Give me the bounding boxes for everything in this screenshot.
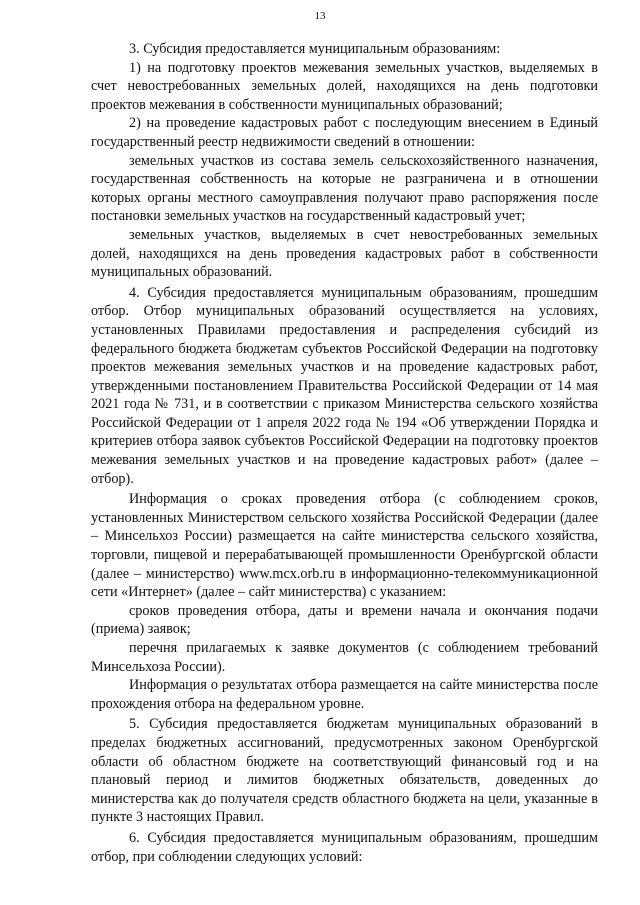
paragraph-4-info-item-2: перечня прилагаемых к заявке документов (с соблюдением требований Минсельхоза России). — [91, 640, 598, 675]
paragraph-4-selection-info: Информация о сроках проведения отбора (с соблюдением сроков, установленных Министерством сельского хозяйства Российской Федерации (далее – Минсельхоз России) размещается на сайте министерства сельского хозяйства, торговли, пищевой и перерабатывающей промышленности Оренбургской области (далее – министерство) www.mcx.orb.ru в информационно-телекоммуникационной сети «Интернет» (далее – сайт министерства) с указанием: — [91, 491, 598, 601]
paragraph-3-item-1: 1) на подготовку проектов межевания земельных участков, выделяемых в счет невостребованных земельных долей, находящихся на день подготовки проектов межевания в собственности муниципальных образований; — [91, 59, 598, 113]
paragraph-3-item-2-sub-2: земельных участков, выделяемых в счет невостребованных земельных долей, находящихся на день проведения кадастровых работ в собственности муниципальных образований. — [91, 226, 598, 281]
paragraph-3-item-2: 2) на проведение кадастровых работ с последующим внесением в Единый государственный реестр недвижимости сведений в отношении: — [91, 115, 598, 150]
paragraph-3: 3. Субсидия предоставляется муниципальным образованиям: — [129, 41, 501, 57]
document-body — [91, 40, 598, 866]
paragraph-4-info-item-1: сроков проведения отбора, даты и времени начала и окончания подачи (приема) заявок; — [91, 602, 598, 638]
paragraph-4-results-info: Информация о результатах отбора размещается на сайте министерства после прохождения отбора на федеральном уровне. — [91, 677, 598, 712]
paragraph-6: 6. Субсидия предоставляется муниципальным образованиям, прошедшим отбор, при соблюдении следующих условий: — [91, 829, 598, 865]
paragraph-3-item-2-sub-1: земельных участков из состава земель сельскохозяйственного назначения, государственная собственность на которые не разграничена и в отношении которых органы местного самоуправления получают право распоряжения после постановки земельных участков на государственный кадастровый учет; — [91, 152, 598, 225]
paragraph-5: 5. Субсидия предоставляется бюджетам муниципальных образований в пределах бюджетных ассигнований, предусмотренных законом Оренбургской области об областном бюджете на соответствующий финансовый год и на плановый период и лимитов бюджетных обязательств, доведенных до министерства как до получателя средств областного бюджета на цели, указанные в пункте 3 настоящих Правил. — [91, 716, 598, 826]
paragraph-4: 4. Субсидия предоставляется муниципальным образованиям, прошедшим отбор. Отбор муниципальных образований осуществляется на условиях, установленных Правилами предоставления и распределения субсидий из федерального бюджета бюджетам субъектов Российской Федерации на подготовку проектов межевания земельных участков и на проведение кадастровых работ, утвержденными постановлением Правительства Российской Федерации от 14 мая 2021 года № 731, и в соответствии с приказом Министерства сельского хозяйства Российской Федерации от 1 апреля 2022 года № 194 «Об утверждении Порядка и критериев отбора заявок субъектов Российской Федерации на подготовку проектов межевания земельных участков и на проведение кадастровых работ» (далее – отбор). — [91, 284, 598, 487]
page-number: 13 — [314, 10, 326, 22]
